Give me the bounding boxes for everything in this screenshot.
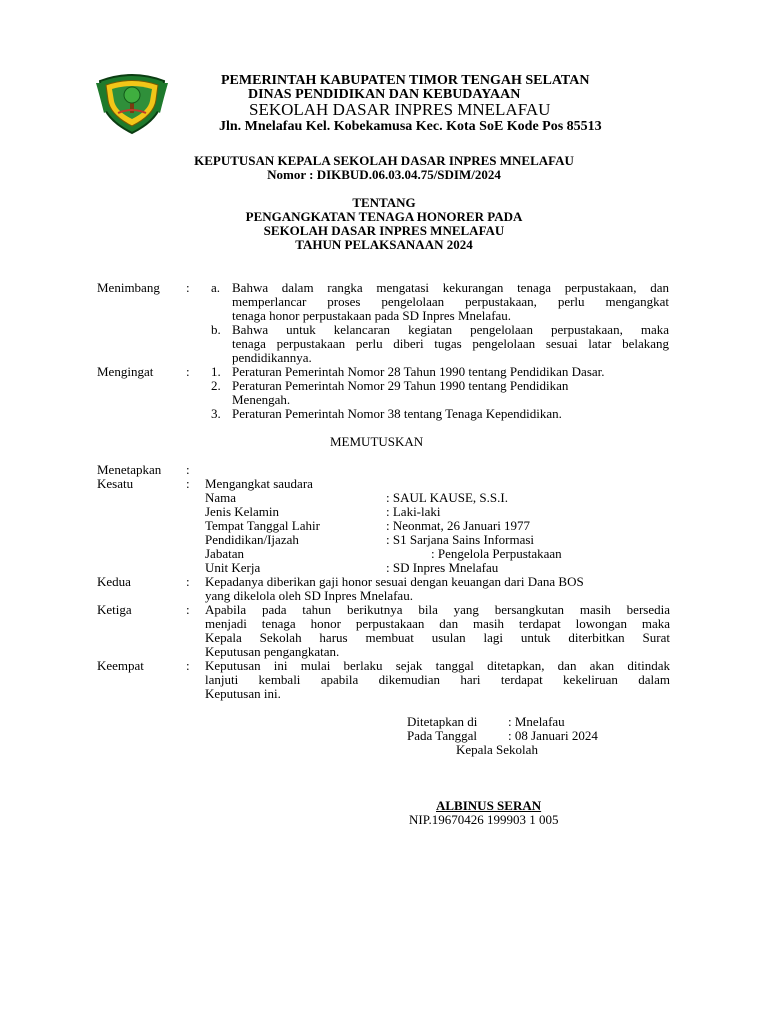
ketiga-colon: : — [186, 602, 190, 617]
kedua-label: Kedua — [97, 574, 131, 589]
menetapkan-label: Menetapkan — [97, 462, 162, 477]
keempat-line: Keputusan ini. — [205, 686, 281, 701]
menimbang-b-line: Bahwa untuk kelancaran kegiatan pengelolaan perpustakaan, maka — [232, 322, 669, 337]
menimbang-colon: : — [186, 280, 190, 295]
kesatu-intro: Mengangkat saudara — [205, 476, 313, 491]
letterhead-government: PEMERINTAH KABUPATEN TIMOR TENGAH SELATAN — [221, 73, 590, 88]
kesatu-label: Kesatu — [97, 476, 134, 491]
ketiga-line: Apabila pada tahun berikutnya bila yang bersangkutan masih bersedia — [205, 602, 670, 617]
mengingat-label: Mengingat — [97, 364, 154, 379]
decree-subject-line: SEKOLAH DASAR INPRES MNELAFAU — [263, 223, 505, 238]
decree-subject-line: TAHUN PELAKSANAAN 2024 — [295, 237, 473, 252]
field-value: : Pengelola Perpustakaan — [431, 546, 562, 561]
list-marker: 1. — [211, 364, 221, 379]
mengingat-colon: : — [186, 364, 190, 379]
decree-about: TENTANG — [352, 195, 416, 210]
field-label: Jabatan — [205, 546, 244, 561]
signature-position: Kepala Sekolah — [456, 742, 538, 757]
field-value: : SAUL KAUSE, S.S.I. — [386, 490, 508, 505]
signature-place-value: : Mnelafau — [508, 714, 565, 729]
letterhead-school-name: SEKOLAH DASAR INPRES MNELAFAU — [249, 100, 551, 119]
mengingat-item: Peraturan Pemerintah Nomor 38 tentang Tenaga Kependidikan. — [232, 406, 562, 421]
letterhead-department: DINAS PENDIDIKAN DAN KEBUDAYAAN — [248, 87, 521, 102]
letterhead-address: Jln. Mnelafau Kel. Kobekamusa Kec. Kota SoE Kode Pos 85513 — [219, 119, 602, 134]
mengingat-item: Menengah. — [232, 392, 291, 407]
field-value: : Neonmat, 26 Januari 1977 — [386, 518, 531, 533]
menimbang-b-line: tenaga perpustakaan perlu diberi tugas pengelolaan sesuai latar belakang — [232, 336, 669, 351]
list-marker: 2. — [211, 378, 221, 393]
ketiga-line: menjadi tenaga honor perpustakaan dan masih terdapat lowongan maka — [205, 616, 670, 631]
kedua-line: yang dikelola oleh SD Inpres Mnelafau. — [205, 588, 413, 603]
ketiga-line: Kepala Sekolah harus membuat usulan lagi untuk diterbitkan Surat — [205, 630, 670, 645]
field-value: : S1 Sarjana Sains Informasi — [386, 532, 535, 547]
menimbang-a-line: memperlancar proses pengelolaan perpustakaan, perlu mengangkat — [232, 294, 669, 309]
kedua-line: Kepadanya diberikan gaji honor sesuai dengan keuangan dari Dana BOS — [205, 574, 584, 589]
signatory-name: ALBINUS SERAN — [436, 798, 542, 813]
keempat-colon: : — [186, 658, 190, 673]
ketiga-label: Ketiga — [97, 602, 132, 617]
signature-date-value: : 08 Januari 2024 — [508, 728, 598, 743]
school-emblem-logo — [94, 73, 170, 135]
field-label: Nama — [205, 490, 237, 505]
ketiga-line: Keputusan pengangkatan. — [205, 644, 340, 659]
field-label: Unit Kerja — [205, 560, 261, 575]
menimbang-a-line: tenaga honor perpustakaan pada SD Inpres Mnelafau. — [232, 308, 512, 323]
menimbang-a-line: Bahwa dalam rangka mengatasi kekurangan tenaga perpustakaan, dan — [232, 280, 669, 295]
keempat-label: Keempat — [97, 658, 144, 673]
field-label: Jenis Kelamin — [205, 504, 280, 519]
mengingat-item: Peraturan Pemerintah Nomor 29 Tahun 1990 tentang Pendidikan — [232, 378, 569, 393]
menetapkan-colon: : — [186, 462, 190, 477]
field-label: Pendidikan/Ijazah — [205, 532, 299, 547]
decree-title: KEPUTUSAN KEPALA SEKOLAH DASAR INPRES MNELAFAU — [194, 153, 574, 168]
list-marker: b. — [211, 322, 221, 337]
list-marker: 3. — [211, 406, 221, 421]
list-marker: a. — [211, 280, 221, 295]
menimbang-label: Menimbang — [97, 280, 160, 295]
menimbang-b-line: pendidikannya. — [232, 350, 312, 365]
decree-number: Nomor : DIKBUD.06.03.04.75/SDIM/2024 — [267, 167, 501, 182]
memutuskan-heading: MEMUTUSKAN — [330, 434, 424, 449]
kesatu-colon: : — [186, 476, 190, 491]
signatory-nip: NIP.19670426 199903 1 005 — [409, 812, 559, 827]
signature-date-label: Pada Tanggal — [407, 728, 477, 743]
decree-subject-line: PENGANGKATAN TENAGA HONORER PADA — [245, 209, 523, 224]
field-value: : Laki-laki — [386, 504, 441, 519]
kedua-colon: : — [186, 574, 190, 589]
field-label: Tempat Tanggal Lahir — [205, 518, 320, 533]
keempat-line: Keputusan ini mulai berlaku sejak tanggal ditetapkan, dan akan ditindak — [205, 658, 670, 673]
field-value: : SD Inpres Mnelafau — [386, 560, 499, 575]
mengingat-item: Peraturan Pemerintah Nomor 28 Tahun 1990 tentang Pendidikan Dasar. — [232, 364, 605, 379]
signature-place-label: Ditetapkan di — [407, 714, 478, 729]
keempat-line: lanjuti kembali apabila dikemudian hari terdapat kekeliruan dalam — [205, 672, 670, 687]
